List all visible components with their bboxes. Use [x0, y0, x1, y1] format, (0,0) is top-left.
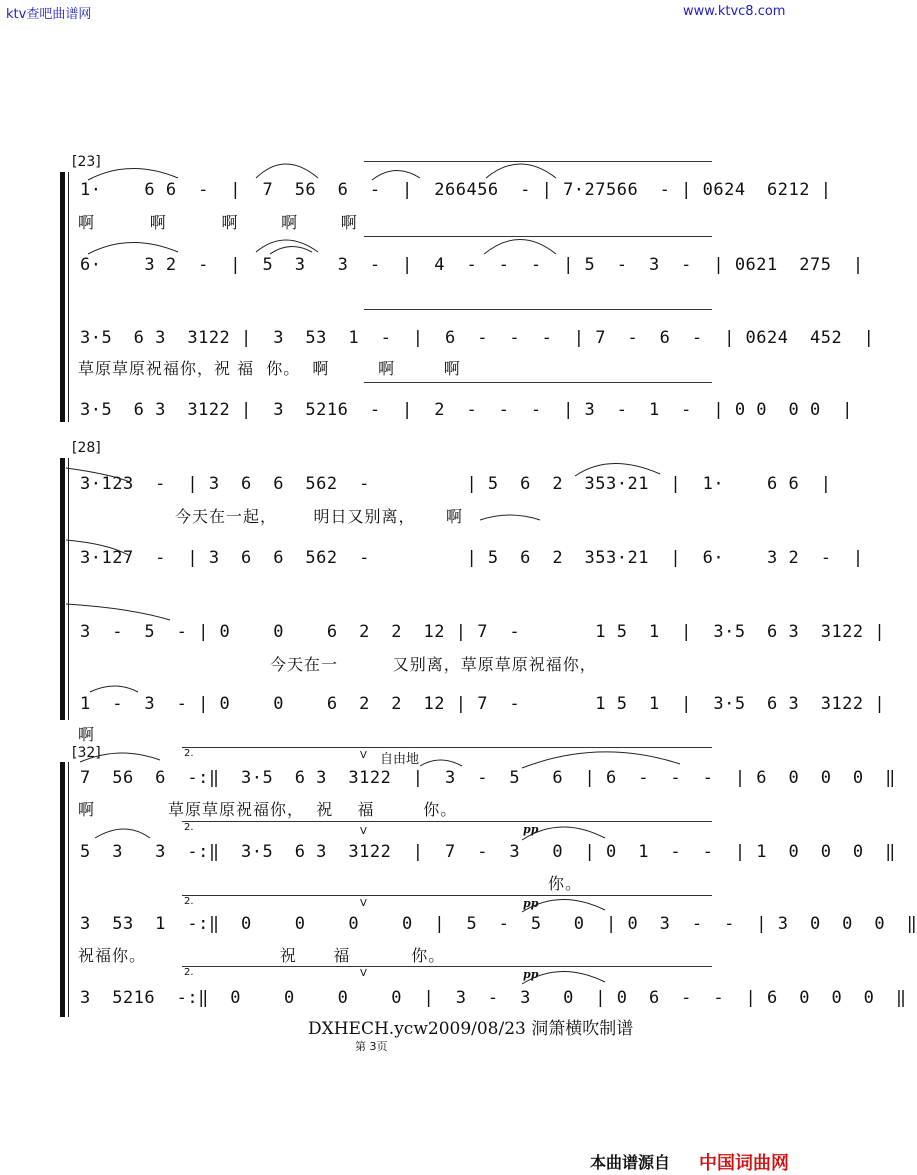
voice-3-notes: 3 53 1 -:‖ 0 0 0 0 | 5 - 5 0 | 0 3 - - | 3 0 0 0 ‖ [80, 914, 917, 934]
voice-1-notes: 7 56 6 -:‖ 3·5 6 3 3122 | 3 - 5 6 | 6 - - - | 6 0 0 0 ‖ [80, 768, 896, 788]
source-label: 本曲谱源自 [590, 1153, 671, 1172]
voice-1-notes: 1· 6 6 - | 7 56 6 - | 266456 - | 7·27566 - | 0624 6212 | [80, 180, 832, 200]
voice-4-lyrics: 啊 [78, 725, 96, 744]
source-site-link[interactable]: 中国词曲网 [699, 1153, 789, 1174]
voice-3-lyrics: 今天在一 又别离，草原草原祝福你， [270, 655, 597, 674]
voice-4-notes: 1 - 3 - | 0 0 6 2 2 12 | 7 - 1 5 1 | 3·5 6 3 3122 | [80, 694, 886, 714]
voice-2-lyrics: 你。 [548, 874, 583, 893]
voice-1-lyrics: 啊 啊 啊 啊 啊 [78, 213, 358, 232]
voice-3-lyrics: 草原草原祝福你，祝 福 你。 啊 啊 啊 [78, 359, 461, 378]
breath-mark: V [360, 968, 367, 979]
dynamic-marking: pp [523, 897, 539, 910]
voice-3-lyrics: 祝福你。 祝 福 你。 [78, 946, 446, 965]
voice-4-notes: 3·5 6 3 3122 | 3 5216 - | 2 - - - | 3 - 1 - | 0 0 0 0 | [80, 400, 853, 420]
volta-number: 2. [184, 822, 194, 833]
voice-2-notes: 6· 3 2 - | 5 3 3 - | 4 - - - | 5 - 3 - | 0621 275 | [80, 255, 864, 275]
dynamic-marking: pp [523, 823, 539, 836]
volta-number: 2. [184, 967, 194, 978]
measure-number: [23] [72, 154, 101, 170]
footer-credit: DXHECH.ycw2009/08/23 洞箫横吹制谱 [308, 1019, 634, 1039]
measure-number: [28] [72, 440, 101, 456]
voice-1-lyrics: 今天在一起， 明日又别离， 啊 [175, 507, 463, 526]
breath-mark: V [360, 898, 367, 909]
watermark-right: www.ktvc8.com [683, 4, 786, 19]
tempo-marking: 自由地 [380, 752, 420, 767]
breath-mark: V [360, 750, 367, 761]
volta-number: 2. [184, 748, 194, 759]
watermark-left: ktv查吧曲谱网 [6, 7, 92, 22]
measure-number: [32] [72, 745, 101, 761]
voice-2-notes: 5 3 3 -:‖ 3·5 6 3 3122 | 7 - 3 0 | 0 1 - - | 1 0 0 0 ‖ [80, 842, 896, 862]
voice-1-lyrics: 啊 草原草原祝福你， 祝 福 你。 [78, 800, 458, 819]
voice-2-notes: 3·127 - | 3 6 6 562 - | 5 6 2 353·21 | 6· 3 2 - | [80, 548, 864, 568]
voice-1-notes: 3·123 - | 3 6 6 562 - | 5 6 2 353·21 | 1· 6 6 | [80, 474, 832, 494]
breath-mark: V [360, 826, 367, 837]
voice-4-notes: 3 5216 -:‖ 0 0 0 0 | 3 - 3 0 | 0 6 - - | 6 0 0 0 ‖ [80, 988, 907, 1008]
page-number: 第 3页 [355, 1040, 388, 1053]
voice-3-notes: 3·5 6 3 3122 | 3 53 1 - | 6 - - - | 7 - 6 - | 0624 452 | [80, 328, 875, 348]
voice-3-notes: 3 - 5 - | 0 0 6 2 2 12 | 7 - 1 5 1 | 3·5 6 3 3122 | [80, 622, 886, 642]
volta-number: 2. [184, 896, 194, 907]
dynamic-marking: pp [523, 968, 539, 981]
